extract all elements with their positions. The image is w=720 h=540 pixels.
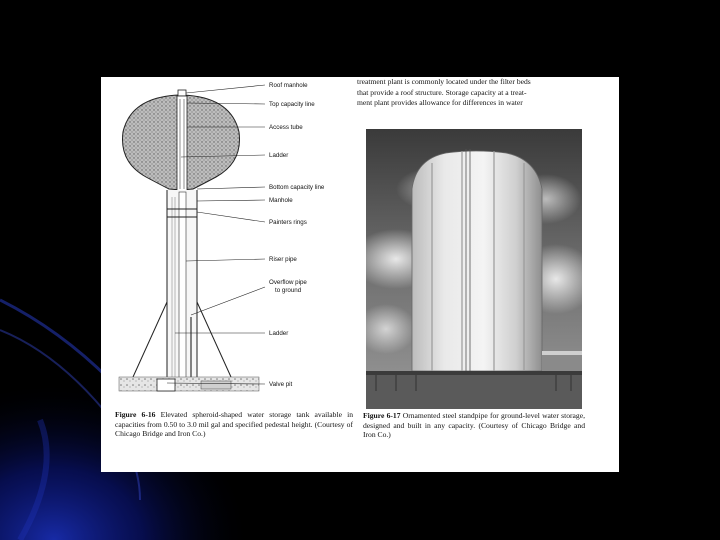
body-line-1: treatment plant is commonly located under the filter beds: [357, 77, 531, 86]
label-valve-pit: Valve pit: [269, 381, 293, 388]
label-roof-manhole: Roof manhole: [269, 82, 308, 89]
body-line-2: that provide a roof structure. Storage capacity at a treat-: [357, 87, 527, 97]
label-bottom-capacity-line: Bottom capacity line: [269, 184, 325, 191]
label-manhole: Manhole: [269, 197, 293, 204]
textbook-page: [101, 77, 619, 472]
figure-6-17-number: Figure 6-17: [363, 411, 401, 420]
label-ladder-top: Ladder: [269, 152, 289, 159]
body-line-3: ment plant provides allowance for differences in water: [357, 98, 523, 108]
riser-pipe: [179, 192, 186, 382]
spheroid-tank-diagram: [101, 77, 361, 402]
valve-pit: [157, 379, 175, 391]
label-access-tube: Access tube: [269, 124, 303, 131]
label-painters-rings: Painters rings: [269, 219, 307, 226]
figure-6-16-number: Figure 6-16: [115, 410, 156, 419]
label-overflow-pipe: Overflow pipe: [269, 279, 307, 286]
access-tube: [177, 96, 187, 192]
figure-6-17-caption: [363, 411, 585, 440]
figure-6-16-text: Elevated spheroid-shaped water storage tank available in capacities from 0.50 to 3.0 mil gal and specified pedestal height. (Courtesy of Chicago Bridge and Iron Co.): [115, 410, 353, 439]
figure-6-16-caption: [115, 410, 353, 439]
ground: [366, 371, 582, 409]
label-riser-pipe: Riser pipe: [269, 256, 297, 263]
body-paragraph: [357, 77, 619, 109]
label-ladder-bottom: Ladder: [269, 330, 289, 337]
label-overflow-pipe-2: to ground: [275, 287, 302, 294]
label-top-capacity-line: Top capacity line: [269, 101, 315, 108]
standpipe-photo: [366, 129, 582, 409]
figure-6-17-text: Ornamented steel standpipe for ground-level water storage, designed and built in any capacity. (Courtesy of Chicago Bridge and Iron Co.): [363, 411, 585, 440]
roof-manhole: [178, 90, 186, 96]
